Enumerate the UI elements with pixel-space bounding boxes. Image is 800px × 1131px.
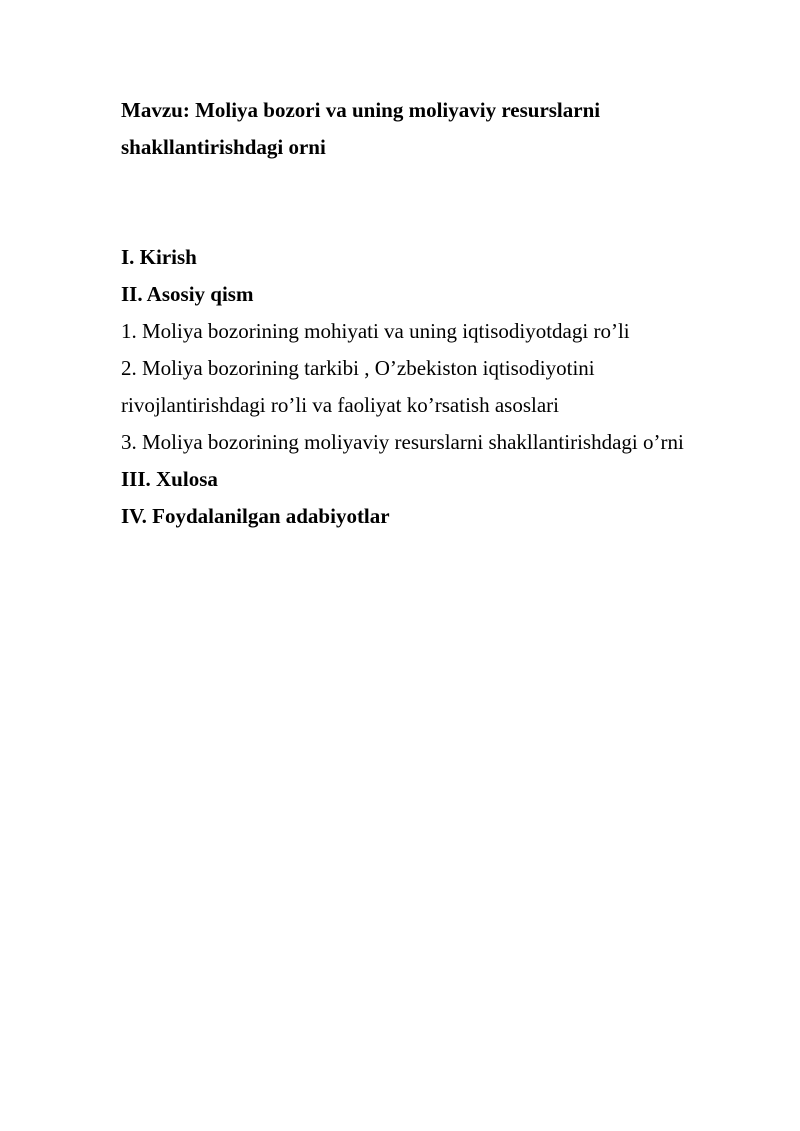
outline-intro: I. Kirish: [121, 245, 197, 269]
outline-main-part: II. Asosiy qism: [121, 282, 254, 306]
document-title: [121, 92, 721, 166]
outline-conclusion: III. Xulosa: [121, 467, 218, 491]
title-line-2: shakllantirishdagi orni: [121, 135, 326, 159]
outline-item-2-line-1: 2. Moliya bozorining tarkibi , O’zbekiston iqtisodiyotini: [121, 356, 595, 380]
outline-item-3: 3. Moliya bozorining moliyaviy resurslarni shakllantirishdagi o’rni: [121, 430, 684, 454]
title-line-1: Mavzu: Moliya bozori va uning moliyaviy resurslarni: [121, 98, 601, 122]
outline-item-1: 1. Moliya bozorining mohiyati va uning iqtisodiyotdagi ro’li: [121, 319, 630, 343]
outline-list: [121, 239, 761, 535]
outline-references: IV. Foydalanilgan adabiyotlar: [121, 504, 390, 528]
outline-item-2-line-2: rivojlantirishdagi ro’li va faoliyat ko’rsatish asoslari: [121, 393, 559, 417]
